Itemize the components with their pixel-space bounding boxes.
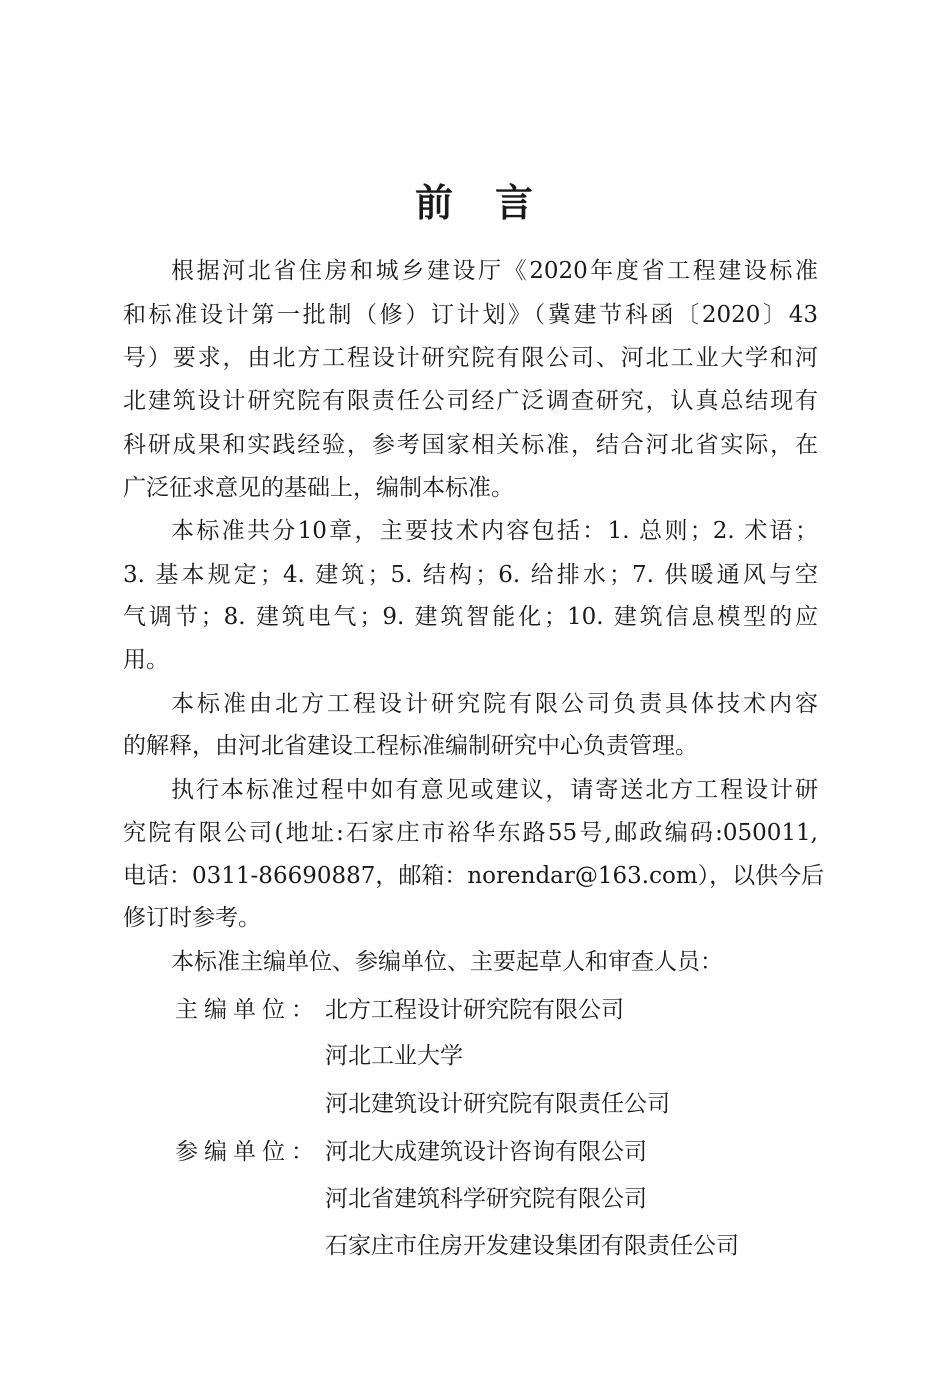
participating-unit: 石家庄市住房开发建设集团有限责任公司: [325, 1233, 739, 1259]
participating-unit-label: 参编单位：: [175, 1139, 320, 1165]
text-line: 北建筑设计研究院有限责任公司经广泛调查研究，认真总结现有: [123, 388, 818, 414]
text-line: 修订时参考。: [123, 905, 261, 931]
text-line: 本标准由北方工程设计研究院有限公司负责具体技术内容: [171, 691, 818, 717]
text-line: 究院有限公司(地址:石家庄市裕华东路55号,邮政编码:050011,: [123, 820, 818, 846]
participating-unit: 河北省建筑科学研究院有限公司: [325, 1186, 647, 1212]
chief-unit-label: 主编单位：: [175, 997, 320, 1023]
text-line: 号）要求，由北方工程设计研究院有限公司、河北工业大学和河: [123, 345, 818, 371]
text-line: 广泛征求意见的基础上，编制本标准。: [123, 475, 514, 501]
page-title: 前 言: [414, 180, 535, 225]
text-line: 执行本标准过程中如有意见或建议，请寄送北方工程设计研: [171, 777, 818, 803]
text-line: 本标准共分10章，主要技术内容包括：1. 总则；2. 术语；: [171, 518, 818, 544]
chief-unit: 北方工程设计研究院有限公司: [325, 997, 624, 1023]
text-line: 用。: [123, 647, 169, 673]
text-line: 本标准主编单位、参编单位、主要起草人和审查人员：: [171, 949, 723, 975]
text-line: 和标准设计第一批制（修）订计划》（冀建节科函〔2020〕43: [123, 302, 818, 328]
text-line: 根据河北省住房和城乡建设厅《2020年度省工程建设标准: [171, 258, 818, 284]
text-line: 电话：0311-86690887，邮箱：norendar@163.com），以供今后: [123, 863, 825, 889]
text-line: 科研成果和实践经验，参考国家相关标准，结合河北省实际，在: [123, 432, 818, 458]
text-line: 气调节；8. 建筑电气；9. 建筑智能化；10. 建筑信息模型的应: [123, 604, 818, 630]
participating-unit: 河北大成建筑设计咨询有限公司: [325, 1139, 647, 1165]
chief-unit: 河北工业大学: [325, 1043, 463, 1069]
text-line: 的解释，由河北省建设工程标准编制研究中心负责管理。: [123, 733, 698, 759]
text-line: 3. 基本规定；4. 建筑；5. 结构；6. 给排水；7. 供暖通风与空: [123, 562, 818, 588]
chief-unit: 河北建筑设计研究院有限责任公司: [325, 1091, 670, 1117]
